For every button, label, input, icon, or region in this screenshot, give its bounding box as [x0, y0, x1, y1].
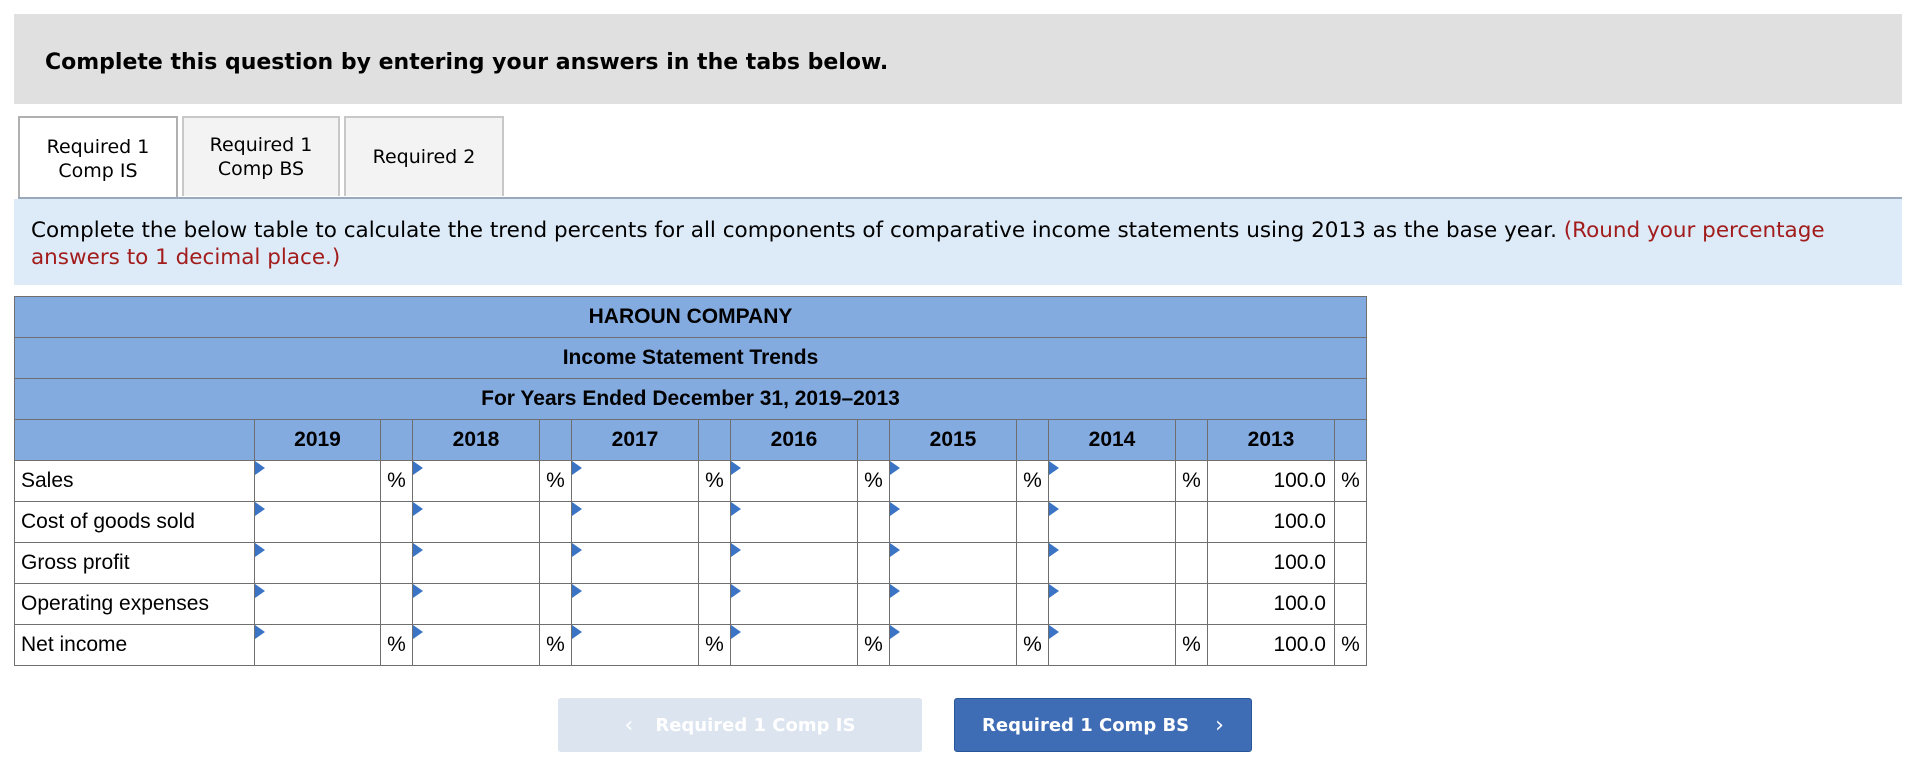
- tab-required-1-comp-bs[interactable]: [182, 116, 340, 196]
- base-year-value: 100.0: [1208, 584, 1335, 625]
- table-row: [15, 584, 1367, 625]
- percent-sign: [1335, 543, 1367, 584]
- label-header: [15, 420, 255, 461]
- input-marker-icon: [1049, 502, 1059, 516]
- table-row: [15, 625, 1367, 666]
- input-marker-icon: [572, 543, 582, 557]
- percent-sign: %: [1017, 461, 1049, 502]
- trend-percent-input[interactable]: [1049, 502, 1176, 543]
- percent-sign: %: [381, 625, 413, 666]
- trend-percent-input[interactable]: [731, 461, 858, 502]
- trend-percent-input[interactable]: [572, 502, 699, 543]
- pct-header-cell: [540, 420, 572, 461]
- table-row: [15, 543, 1367, 584]
- trend-percent-input[interactable]: [413, 502, 540, 543]
- input-marker-icon: [890, 502, 900, 516]
- trend-percent-input[interactable]: [731, 584, 858, 625]
- next-tab-button[interactable]: [954, 698, 1252, 752]
- instruction-text: Complete this question by entering your answers in the tabs below.: [45, 50, 889, 75]
- question-prompt: [14, 199, 1902, 285]
- statement-period: For Years Ended December 31, 2019–2013: [15, 379, 1367, 420]
- trend-percent-input[interactable]: [890, 584, 1017, 625]
- tab-label-line2: Comp IS: [58, 160, 138, 182]
- input-marker-icon: [255, 461, 265, 475]
- trend-percent-input[interactable]: [890, 543, 1017, 584]
- input-marker-icon: [413, 625, 423, 639]
- percent-sign: [540, 502, 572, 543]
- pct-header-cell: [1335, 420, 1367, 461]
- percent-sign: [381, 584, 413, 625]
- table-row: [15, 502, 1367, 543]
- year-header: 2017: [572, 420, 699, 461]
- pct-header-cell: [699, 420, 731, 461]
- prev-tab-button[interactable]: [558, 698, 922, 752]
- base-year-value: 100.0: [1208, 461, 1335, 502]
- input-marker-icon: [413, 461, 423, 475]
- percent-sign: %: [1176, 461, 1208, 502]
- year-header: 2013: [1208, 420, 1335, 461]
- input-marker-icon: [1049, 461, 1059, 475]
- year-header: 2016: [731, 420, 858, 461]
- row-label: Gross profit: [15, 543, 255, 584]
- tab-label-line1: Required 1: [209, 134, 313, 156]
- trend-percent-input[interactable]: [413, 625, 540, 666]
- percent-sign: [1017, 584, 1049, 625]
- input-marker-icon: [731, 461, 741, 475]
- input-marker-icon: [572, 625, 582, 639]
- input-marker-icon: [413, 543, 423, 557]
- company-name: HAROUN COMPANY: [15, 297, 1367, 338]
- tab-label-line1: Required 1: [46, 136, 150, 158]
- trend-percent-input[interactable]: [890, 502, 1017, 543]
- next-tab-label: Required 1 Comp BS: [982, 714, 1190, 736]
- prompt-hint: (Round your percentage answers to 1 decimal place.): [31, 218, 1825, 270]
- input-marker-icon: [255, 543, 265, 557]
- input-marker-icon: [572, 584, 582, 598]
- percent-sign: %: [1017, 625, 1049, 666]
- input-marker-icon: [1049, 584, 1059, 598]
- percent-sign: %: [540, 625, 572, 666]
- input-marker-icon: [890, 543, 900, 557]
- base-year-value: 100.0: [1208, 502, 1335, 543]
- tab-required-1-comp-is[interactable]: [18, 116, 178, 200]
- percent-sign: %: [1335, 461, 1367, 502]
- pct-header-cell: [858, 420, 890, 461]
- trend-percent-input[interactable]: [572, 461, 699, 502]
- year-header: 2018: [413, 420, 540, 461]
- trend-percent-input[interactable]: [1049, 584, 1176, 625]
- prompt-body: Complete the below table to calculate the trend percents for all components of comparative income statements using 2013 as the base year.: [31, 218, 1564, 243]
- row-label: Operating expenses: [15, 584, 255, 625]
- percent-sign: %: [381, 461, 413, 502]
- trend-percent-input[interactable]: [413, 461, 540, 502]
- input-marker-icon: [731, 584, 741, 598]
- input-marker-icon: [255, 625, 265, 639]
- input-marker-icon: [890, 584, 900, 598]
- percent-sign: %: [540, 461, 572, 502]
- percent-sign: %: [858, 461, 890, 502]
- input-marker-icon: [572, 502, 582, 516]
- statement-title: Income Statement Trends: [15, 338, 1367, 379]
- percent-sign: %: [858, 625, 890, 666]
- tab-label-line2: Comp BS: [217, 158, 305, 180]
- input-marker-icon: [1049, 543, 1059, 557]
- percent-sign: [1176, 502, 1208, 543]
- row-label: Net income: [15, 625, 255, 666]
- trend-percent-input[interactable]: [890, 625, 1017, 666]
- trend-percent-input[interactable]: [572, 584, 699, 625]
- trend-percent-input[interactable]: [731, 625, 858, 666]
- table-row: [15, 461, 1367, 502]
- trend-percent-input[interactable]: [890, 461, 1017, 502]
- year-header: 2014: [1049, 420, 1176, 461]
- trend-percent-input[interactable]: [572, 543, 699, 584]
- trend-percent-input[interactable]: [255, 543, 381, 584]
- input-marker-icon: [731, 543, 741, 557]
- percent-sign: [858, 543, 890, 584]
- trend-percent-input[interactable]: [255, 502, 381, 543]
- instruction-bar: [14, 14, 1902, 104]
- trend-percent-input[interactable]: [1049, 461, 1176, 502]
- base-year-value: 100.0: [1208, 625, 1335, 666]
- percent-sign: [381, 502, 413, 543]
- percent-sign: [540, 543, 572, 584]
- percent-sign: [1176, 584, 1208, 625]
- year-header: 2019: [255, 420, 381, 461]
- trend-percent-input[interactable]: [731, 543, 858, 584]
- percent-sign: %: [699, 625, 731, 666]
- trend-percent-input[interactable]: [572, 625, 699, 666]
- pct-header-cell: [381, 420, 413, 461]
- input-marker-icon: [731, 625, 741, 639]
- prev-tab-label: Required 1 Comp IS: [655, 714, 856, 736]
- base-year-value: 100.0: [1208, 543, 1335, 584]
- input-marker-icon: [731, 502, 741, 516]
- chevron-right-icon: ›: [1215, 712, 1224, 738]
- percent-sign: [1335, 584, 1367, 625]
- trend-percent-input[interactable]: [1049, 543, 1176, 584]
- percent-sign: %: [1335, 625, 1367, 666]
- percent-sign: [1017, 502, 1049, 543]
- input-marker-icon: [413, 502, 423, 516]
- trend-percent-input[interactable]: [255, 461, 381, 502]
- trend-percent-input[interactable]: [255, 625, 381, 666]
- percent-sign: [699, 543, 731, 584]
- percent-sign: %: [699, 461, 731, 502]
- percent-sign: [858, 502, 890, 543]
- trend-percent-input[interactable]: [413, 543, 540, 584]
- input-marker-icon: [413, 584, 423, 598]
- percent-sign: [1335, 502, 1367, 543]
- chevron-left-icon: ‹: [624, 712, 634, 738]
- input-marker-icon: [255, 584, 265, 598]
- row-label: Cost of goods sold: [15, 502, 255, 543]
- prompt-text: [31, 217, 1891, 271]
- percent-sign: [381, 543, 413, 584]
- input-marker-icon: [255, 502, 265, 516]
- year-header-row: [15, 420, 1367, 461]
- year-header: 2015: [890, 420, 1017, 461]
- percent-sign: [858, 584, 890, 625]
- percent-sign: [1176, 543, 1208, 584]
- percent-sign: [1017, 543, 1049, 584]
- input-marker-icon: [890, 625, 900, 639]
- tab-required-2[interactable]: [344, 116, 504, 196]
- tab-label: Required 2: [372, 146, 476, 168]
- input-marker-icon: [890, 461, 900, 475]
- trend-percent-input[interactable]: [731, 502, 858, 543]
- row-label: Sales: [15, 461, 255, 502]
- percent-sign: [699, 502, 731, 543]
- trend-percent-input[interactable]: [255, 584, 381, 625]
- trend-table: [14, 296, 1367, 666]
- input-marker-icon: [1049, 625, 1059, 639]
- input-marker-icon: [572, 461, 582, 475]
- percent-sign: [540, 584, 572, 625]
- percent-sign: [699, 584, 731, 625]
- percent-sign: %: [1176, 625, 1208, 666]
- pct-header-cell: [1017, 420, 1049, 461]
- pct-header-cell: [1176, 420, 1208, 461]
- trend-percent-input[interactable]: [413, 584, 540, 625]
- trend-percent-input[interactable]: [1049, 625, 1176, 666]
